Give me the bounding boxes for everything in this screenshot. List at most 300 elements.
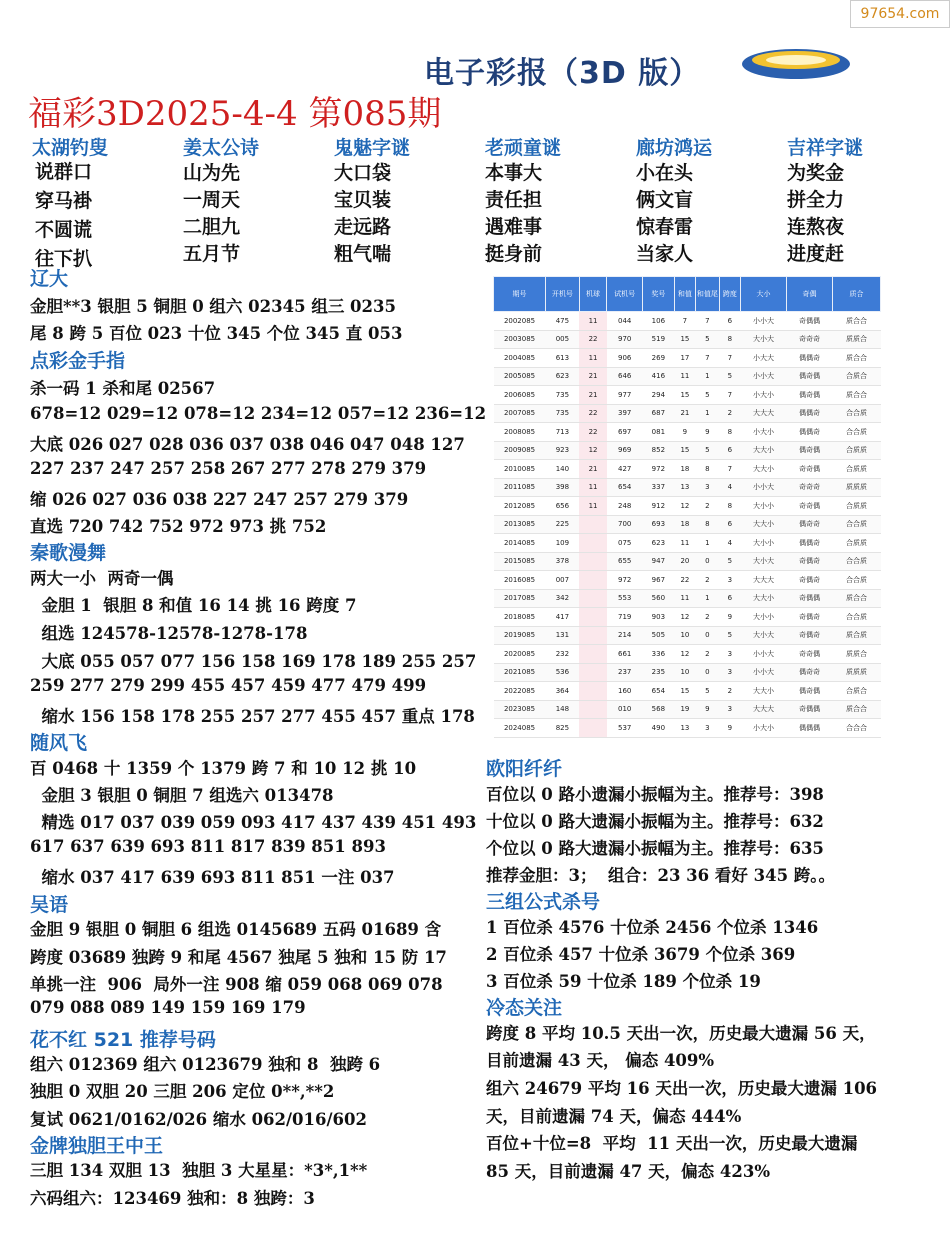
table-cell: 奇奇奇 xyxy=(786,330,832,349)
table-cell: 奇偶奇 xyxy=(786,552,832,571)
table-cell: 364 xyxy=(546,682,580,701)
table-cell: 3 xyxy=(719,663,740,682)
table-cell: 21 xyxy=(579,460,607,479)
table-cell: 623 xyxy=(643,534,675,553)
riddle-text: 往下扒 xyxy=(35,248,93,270)
table-cell: 010 xyxy=(607,700,643,719)
table-cell: 553 xyxy=(607,589,643,608)
table-cell: 416 xyxy=(643,367,675,386)
table-cell: 偶奇奇 xyxy=(786,663,832,682)
table-cell: 2008085 xyxy=(494,423,546,442)
table-cell: 568 xyxy=(643,700,675,719)
table-header-cell: 期号 xyxy=(494,277,546,312)
table-cell: 小小大 xyxy=(741,367,787,386)
table-cell: 9 xyxy=(719,719,740,738)
section-line: 推荐金胆：3； 组合：23 36 看好 345 跨。。 xyxy=(486,866,836,885)
table-row xyxy=(494,626,881,645)
table-cell: 719 xyxy=(607,608,643,627)
table-row xyxy=(494,441,881,460)
table-cell: 合质质 xyxy=(832,497,880,516)
riddle-column-header: 廊坊鸿运 xyxy=(636,137,713,159)
table-cell: 1 xyxy=(696,589,719,608)
table-row xyxy=(494,367,881,386)
section-line: 精选 017 037 039 059 093 417 437 439 451 493 xyxy=(30,813,477,832)
table-cell: 214 xyxy=(607,626,643,645)
table-cell: 697 xyxy=(607,423,643,442)
table-cell xyxy=(579,663,607,682)
riddle-text: 本事大 xyxy=(485,162,543,184)
table-cell xyxy=(579,608,607,627)
table-cell: 质合合 xyxy=(832,312,880,331)
table-cell: 大小小 xyxy=(741,608,787,627)
table-row xyxy=(494,682,881,701)
table-cell: 奇偶偶 xyxy=(786,312,832,331)
table-cell: 大小大 xyxy=(741,626,787,645)
table-cell: 969 xyxy=(607,441,643,460)
table-cell: 12 xyxy=(674,608,695,627)
riddle-text: 宝贝装 xyxy=(334,189,392,211)
riddle-text: 穿马褂 xyxy=(35,190,93,212)
table-cell: 2006085 xyxy=(494,386,546,405)
table-cell: 大小小 xyxy=(741,497,787,516)
table-cell: 2 xyxy=(696,571,719,590)
table-cell: 235 xyxy=(643,663,675,682)
table-header-cell: 机球 xyxy=(579,277,607,312)
table-cell: 661 xyxy=(607,645,643,664)
table-row xyxy=(494,534,881,553)
section-line: 两大一小 两奇一偶 xyxy=(30,569,174,588)
section-line: 单挑一注 906 局外一注 908 缩 059 068 069 078 xyxy=(30,975,443,994)
table-cell: 646 xyxy=(607,367,643,386)
table-cell: 623 xyxy=(546,367,580,386)
riddle-text: 小在头 xyxy=(636,162,694,184)
table-cell: 2 xyxy=(696,645,719,664)
table-cell: 505 xyxy=(643,626,675,645)
table-cell: 970 xyxy=(607,330,643,349)
section-line: 678=12 029=12 078=12 234=12 057=12 236=12 xyxy=(30,404,487,423)
table-cell: 109 xyxy=(546,534,580,553)
section-line: 目前遗漏 43 天， 偏态 409% xyxy=(486,1051,715,1070)
table-cell: 9 xyxy=(674,423,695,442)
riddle-text: 惊春雷 xyxy=(636,216,694,238)
table-cell: 18 xyxy=(674,460,695,479)
section-line: 金胆 1 银胆 8 和值 16 14 挑 16 跨度 7 xyxy=(30,596,357,615)
table-cell: 大大小 xyxy=(741,515,787,534)
table-cell: 15 xyxy=(674,386,695,405)
table-cell: 5 xyxy=(719,552,740,571)
table-cell: 15 xyxy=(674,330,695,349)
riddle-text: 遇难事 xyxy=(485,216,543,238)
table-cell: 小小大 xyxy=(741,312,787,331)
table-cell: 合质质 xyxy=(832,460,880,479)
table-cell: 4 xyxy=(719,478,740,497)
table-cell: 2016085 xyxy=(494,571,546,590)
table-cell: 2009085 xyxy=(494,441,546,460)
riddle-text: 挺身前 xyxy=(485,243,543,265)
table-cell: 735 xyxy=(546,386,580,405)
table-cell: 偶奇奇 xyxy=(786,515,832,534)
section-line: 缩水 037 417 639 693 811 851 一注 037 xyxy=(30,868,395,887)
table-cell: 小小大 xyxy=(741,478,787,497)
table-cell: 11 xyxy=(674,367,695,386)
table-row xyxy=(494,423,881,442)
table-cell: 13 xyxy=(674,719,695,738)
paper-title: 电子彩报（3D 版） xyxy=(424,56,701,91)
table-cell: 合合合 xyxy=(832,719,880,738)
table-cell: 3 xyxy=(719,645,740,664)
section-line: 227 237 247 257 258 267 277 278 279 379 xyxy=(30,459,427,478)
table-cell: 奇奇偶 xyxy=(786,645,832,664)
table-cell: 大大小 xyxy=(741,682,787,701)
table-cell: 4 xyxy=(719,534,740,553)
table-cell: 奇偶奇 xyxy=(786,626,832,645)
table-cell: 005 xyxy=(546,330,580,349)
table-cell: 269 xyxy=(643,349,675,368)
table-row xyxy=(494,349,881,368)
table-cell: 906 xyxy=(607,349,643,368)
table-cell: 6 xyxy=(719,515,740,534)
table-cell: 11 xyxy=(579,478,607,497)
table-cell: 3 xyxy=(719,700,740,719)
section-line: 金胆 3 银胆 0 铜胆 7 组选六 013478 xyxy=(30,786,334,805)
table-cell: 007 xyxy=(546,571,580,590)
table-cell: 质质质 xyxy=(832,663,880,682)
table-cell: 5 xyxy=(696,441,719,460)
section-line: 独胆 0 双胆 20 三胆 206 定位 0**,**2 xyxy=(30,1082,335,1101)
table-cell: 0 xyxy=(696,663,719,682)
table-cell: 378 xyxy=(546,552,580,571)
site-watermark: 97654.com xyxy=(850,0,950,28)
table-cell: 8 xyxy=(719,423,740,442)
table-cell: 9 xyxy=(696,700,719,719)
table-cell: 合质质 xyxy=(832,441,880,460)
section-line: 个位以 0 路大遗漏小振幅为主。推荐号：635 xyxy=(486,839,824,858)
table-cell: 质合质 xyxy=(832,626,880,645)
table-cell: 131 xyxy=(546,626,580,645)
table-cell xyxy=(579,719,607,738)
section-line: 尾 8 跨 5 百位 023 十位 345 个位 345 直 053 xyxy=(30,324,403,343)
section-title: 点彩金手指 xyxy=(30,350,126,372)
table-cell: 537 xyxy=(607,719,643,738)
table-cell: 536 xyxy=(546,663,580,682)
table-cell: 合合质 xyxy=(832,608,880,627)
table-cell: 7 xyxy=(719,386,740,405)
table-cell: 15 xyxy=(674,441,695,460)
riddle-text: 拼全力 xyxy=(787,189,845,211)
table-row xyxy=(494,515,881,534)
table-cell: 2017085 xyxy=(494,589,546,608)
table-cell: 2 xyxy=(719,682,740,701)
table-header-cell: 试机号 xyxy=(607,277,643,312)
table-header-cell: 奇偶 xyxy=(786,277,832,312)
table-cell: 0 xyxy=(696,552,719,571)
table-cell: 22 xyxy=(579,330,607,349)
table-cell: 081 xyxy=(643,423,675,442)
table-header-cell: 奖号 xyxy=(643,277,675,312)
table-cell: 613 xyxy=(546,349,580,368)
table-cell: 6 xyxy=(719,589,740,608)
riddle-text: 二胆九 xyxy=(183,216,241,238)
table-cell: 质合合 xyxy=(832,589,880,608)
table-cell: 大大小 xyxy=(741,589,787,608)
table-cell: 342 xyxy=(546,589,580,608)
table-cell: 2024085 xyxy=(494,719,546,738)
table-cell: 713 xyxy=(546,423,580,442)
table-row xyxy=(494,312,881,331)
section-line: 079 088 089 149 159 169 179 xyxy=(30,998,306,1017)
section-line: 百 0468 十 1359 个 1379 跨 7 和 10 12 挑 10 xyxy=(30,759,417,778)
riddle-text: 俩文盲 xyxy=(636,189,694,211)
riddle-text: 连熬夜 xyxy=(787,216,845,238)
section-title: 三组公式杀号 xyxy=(486,891,601,913)
table-cell: 合合质 xyxy=(832,571,880,590)
table-cell: 8 xyxy=(696,515,719,534)
table-cell: 2013085 xyxy=(494,515,546,534)
table-cell: 972 xyxy=(643,460,675,479)
table-cell: 475 xyxy=(546,312,580,331)
table-cell: 奇奇偶 xyxy=(786,460,832,479)
table-row xyxy=(494,552,881,571)
riddle-column-header: 姜太公诗 xyxy=(183,137,260,159)
table-cell: 398 xyxy=(546,478,580,497)
riddle-text: 五月节 xyxy=(183,243,241,265)
section-line: 大底 026 027 028 036 037 038 046 047 048 127 xyxy=(30,435,465,454)
table-cell: 687 xyxy=(643,404,675,423)
table-cell xyxy=(579,700,607,719)
section-line: 跨度 8 平均 10.5 天出一次，历史最大遗漏 56 天， xyxy=(486,1024,876,1043)
table-cell: 12 xyxy=(674,497,695,516)
table-cell: 质质合 xyxy=(832,645,880,664)
table-cell: 9 xyxy=(719,608,740,627)
table-cell: 5 xyxy=(696,682,719,701)
table-cell: 质质质 xyxy=(832,478,880,497)
table-cell: 奇偶奇 xyxy=(786,608,832,627)
table-cell: 小小大 xyxy=(741,645,787,664)
table-cell: 560 xyxy=(643,589,675,608)
table-cell: 质质合 xyxy=(832,330,880,349)
section-line: 大底 055 057 077 156 158 169 178 189 255 257 xyxy=(30,652,477,671)
table-cell: 20 xyxy=(674,552,695,571)
section-line: 三胆 134 双胆 13 独胆 3 大星星：*3*,1** xyxy=(30,1161,368,1180)
table-cell: 9 xyxy=(696,423,719,442)
paper-logo xyxy=(740,40,852,82)
section-title: 吴语 xyxy=(30,894,69,916)
riddle-text: 当家人 xyxy=(636,243,694,265)
table-cell xyxy=(579,589,607,608)
table-cell: 3 xyxy=(696,478,719,497)
table-cell: 大大大 xyxy=(741,700,787,719)
table-row xyxy=(494,700,881,719)
table-cell: 合合质 xyxy=(832,515,880,534)
table-cell: 1 xyxy=(696,404,719,423)
table-header-cell: 大小 xyxy=(741,277,787,312)
table-cell: 11 xyxy=(674,589,695,608)
table-cell: 19 xyxy=(674,700,695,719)
section-line: 十位以 0 路大遗漏小振幅为主。推荐号：632 xyxy=(486,812,824,831)
table-cell: 22 xyxy=(579,404,607,423)
table-cell: 655 xyxy=(607,552,643,571)
table-cell: 7 xyxy=(674,312,695,331)
table-cell: 417 xyxy=(546,608,580,627)
table-cell: 合质合 xyxy=(832,682,880,701)
section-line: 259 277 279 299 455 457 459 477 479 499 xyxy=(30,676,427,695)
table-cell: 12 xyxy=(674,645,695,664)
table-cell: 合合质 xyxy=(832,404,880,423)
table-cell: 大大小 xyxy=(741,441,787,460)
table-row xyxy=(494,608,881,627)
table-header-cell: 和值尾 xyxy=(696,277,719,312)
table-header-cell: 和值 xyxy=(674,277,695,312)
section-title: 欧阳纤纤 xyxy=(486,758,563,780)
table-cell: 1 xyxy=(696,367,719,386)
section-line: 金胆 9 银胆 0 铜胆 6 组选 0145689 五码 01689 含 xyxy=(30,920,442,939)
table-cell: 3 xyxy=(719,571,740,590)
table-cell: 7 xyxy=(696,312,719,331)
table-cell: 合质质 xyxy=(832,534,880,553)
section-title: 随风飞 xyxy=(30,732,88,754)
table-cell: 735 xyxy=(546,404,580,423)
riddle-text: 责任担 xyxy=(485,189,543,211)
table-cell: 2022085 xyxy=(494,682,546,701)
table-cell: 160 xyxy=(607,682,643,701)
table-cell: 奇偶偶 xyxy=(786,589,832,608)
table-cell: 合合质 xyxy=(832,423,880,442)
table-cell: 合合质 xyxy=(832,552,880,571)
table-cell: 11 xyxy=(674,534,695,553)
table-cell: 7 xyxy=(719,349,740,368)
table-cell: 2004085 xyxy=(494,349,546,368)
riddle-text: 粗气喘 xyxy=(334,243,392,265)
history-table xyxy=(493,276,881,738)
table-cell: 小小大 xyxy=(741,663,787,682)
section-line: 1 百位杀 4576 十位杀 2456 个位杀 1346 xyxy=(486,918,819,937)
table-cell: 923 xyxy=(546,441,580,460)
section-line: 组选 124578-12578-1278-178 xyxy=(30,624,308,643)
table-cell: 337 xyxy=(643,478,675,497)
table-cell: 偶偶奇 xyxy=(786,534,832,553)
table-cell: 2012085 xyxy=(494,497,546,516)
section-line: 617 637 639 693 811 817 839 851 893 xyxy=(30,837,386,856)
riddle-column-header: 吉祥字谜 xyxy=(787,137,864,159)
section-title: 金牌独胆王中王 xyxy=(30,1135,164,1157)
table-cell: 336 xyxy=(643,645,675,664)
table-cell: 8 xyxy=(696,460,719,479)
table-cell: 偶奇偶 xyxy=(786,441,832,460)
table-cell: 2010085 xyxy=(494,460,546,479)
riddle-column-header: 老顽童谜 xyxy=(485,137,562,159)
table-cell xyxy=(579,552,607,571)
section-line: 跨度 03689 独跨 9 和尾 4567 独尾 5 独和 15 防 17 xyxy=(30,948,447,967)
table-row xyxy=(494,571,881,590)
table-cell: 奇奇奇 xyxy=(786,478,832,497)
table-row xyxy=(494,645,881,664)
table-cell: 5 xyxy=(719,626,740,645)
table-cell: 偶偶奇 xyxy=(786,423,832,442)
table-cell: 2002085 xyxy=(494,312,546,331)
table-cell: 1 xyxy=(696,534,719,553)
riddle-text: 走远路 xyxy=(334,216,392,238)
riddle-text: 大口袋 xyxy=(334,162,392,184)
table-cell: 7 xyxy=(719,460,740,479)
table-row xyxy=(494,589,881,608)
table-cell: 2007085 xyxy=(494,404,546,423)
section-line: 缩 026 027 036 038 227 247 257 279 379 xyxy=(30,490,409,509)
table-cell: 大大小 xyxy=(741,460,787,479)
table-cell: 5 xyxy=(696,386,719,405)
table-cell: 852 xyxy=(643,441,675,460)
table-cell: 397 xyxy=(607,404,643,423)
table-cell: 13 xyxy=(674,478,695,497)
table-cell: 奇偶奇 xyxy=(786,571,832,590)
section-line: 直选 720 742 752 972 973 挑 752 xyxy=(30,517,327,536)
riddle-column-header: 太湖钓叟 xyxy=(32,137,109,159)
table-row xyxy=(494,386,881,405)
table-cell: 148 xyxy=(546,700,580,719)
table-cell: 11 xyxy=(579,349,607,368)
table-cell: 小大小 xyxy=(741,386,787,405)
table-cell: 2005085 xyxy=(494,367,546,386)
table-cell: 2020085 xyxy=(494,645,546,664)
issue-title: 福彩3D2025-4-4 第085期 xyxy=(28,94,442,134)
table-cell: 奇奇偶 xyxy=(786,497,832,516)
table-cell: 977 xyxy=(607,386,643,405)
section-line: 金胆**3 银胆 5 铜胆 0 组六 02345 组三 0235 xyxy=(30,297,396,316)
table-cell: 044 xyxy=(607,312,643,331)
table-cell: 903 xyxy=(643,608,675,627)
table-cell: 2 xyxy=(696,608,719,627)
section-line: 组六 24679 平均 16 天出一次，历史最大遗漏 106 xyxy=(486,1079,878,1098)
table-row xyxy=(494,663,881,682)
table-cell: 700 xyxy=(607,515,643,534)
table-cell: 奇偶偶 xyxy=(786,700,832,719)
table-cell: 10 xyxy=(674,663,695,682)
section-line: 百位+十位=8 平均 11 天出一次，历史最大遗漏 xyxy=(486,1134,858,1153)
table-row xyxy=(494,497,881,516)
table-row xyxy=(494,330,881,349)
table-cell: 140 xyxy=(546,460,580,479)
section-line: 复试 0621/0162/026 缩水 062/016/602 xyxy=(30,1110,367,1129)
table-cell: 大小大 xyxy=(741,330,787,349)
table-body xyxy=(494,312,881,738)
table-header-cell: 开机号 xyxy=(546,277,580,312)
table-cell: 偶奇偶 xyxy=(786,386,832,405)
riddle-text: 为奖金 xyxy=(787,162,845,184)
table-cell: 21 xyxy=(674,404,695,423)
table-cell: 232 xyxy=(546,645,580,664)
table-cell: 654 xyxy=(643,682,675,701)
table-cell: 2 xyxy=(719,404,740,423)
table-cell: 2011085 xyxy=(494,478,546,497)
table-cell: 21 xyxy=(579,386,607,405)
table-cell: 225 xyxy=(546,515,580,534)
table-cell: 质合合 xyxy=(832,386,880,405)
table-cell: 大大大 xyxy=(741,571,787,590)
table-cell: 248 xyxy=(607,497,643,516)
table-cell: 2019085 xyxy=(494,626,546,645)
table-cell: 22 xyxy=(674,571,695,590)
table-cell xyxy=(579,515,607,534)
table-cell: 106 xyxy=(643,312,675,331)
section-line: 六码组六：123469 独和：8 独跨：3 xyxy=(30,1189,315,1208)
table-header-cell: 质合 xyxy=(832,277,880,312)
table-cell: 294 xyxy=(643,386,675,405)
table-cell: 0 xyxy=(696,626,719,645)
table-cell: 2015085 xyxy=(494,552,546,571)
table-cell: 825 xyxy=(546,719,580,738)
table-cell: 7 xyxy=(696,349,719,368)
table-cell: 654 xyxy=(607,478,643,497)
table-cell xyxy=(579,682,607,701)
